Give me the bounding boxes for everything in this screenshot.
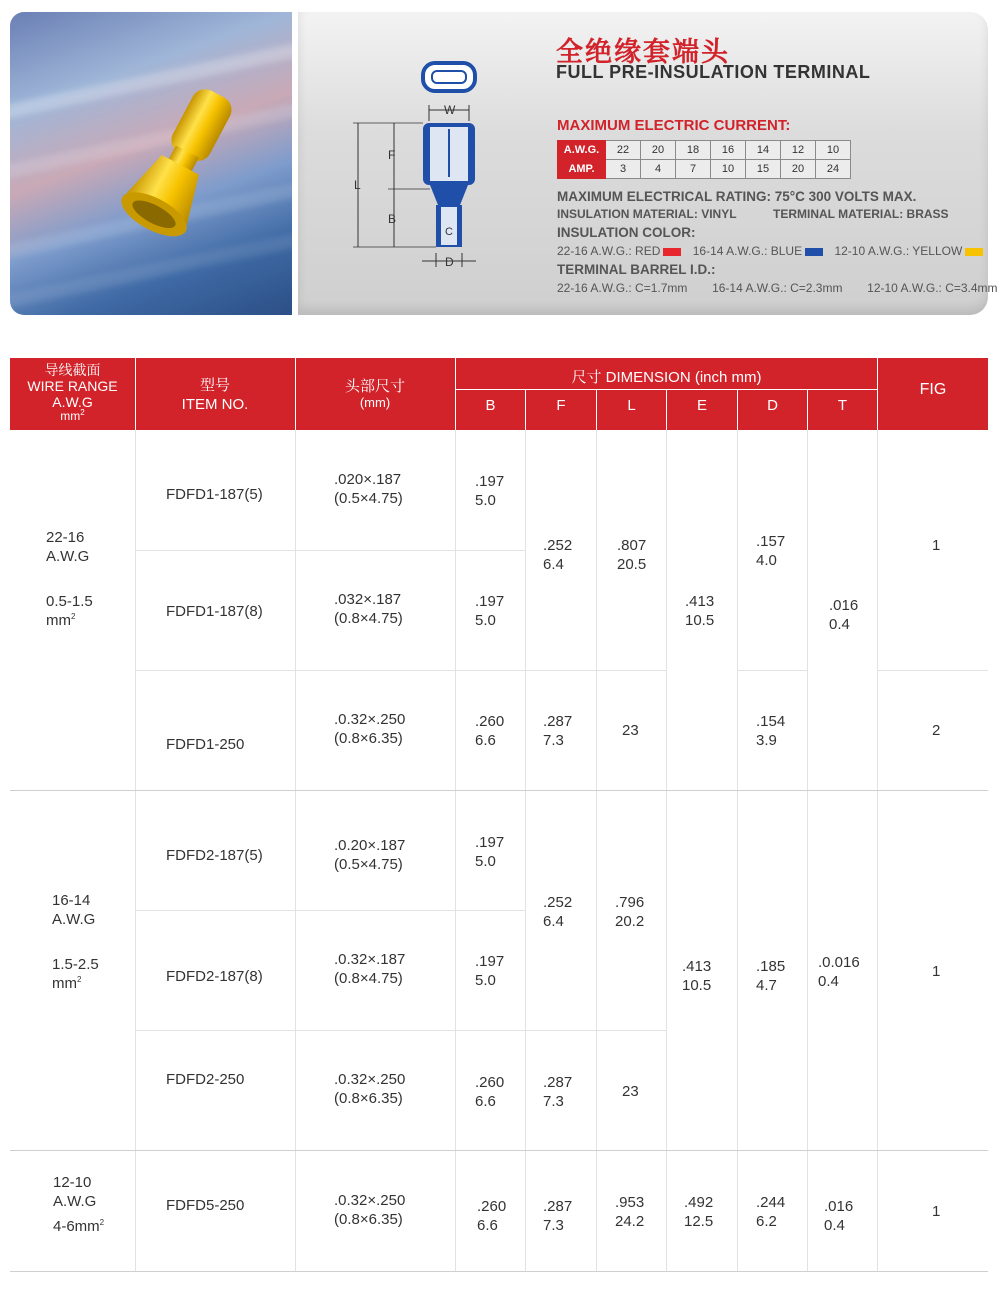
color-red-label: 22-16 A.W.G.: RED <box>557 244 661 258</box>
awg-row <box>558 141 851 160</box>
fig-cell: 2 <box>932 722 941 739</box>
dim-d-cell <box>756 712 785 750</box>
dim-b-mm: 5.0 <box>475 612 496 629</box>
wire-awg-unit: A.W.G <box>53 1193 97 1210</box>
dim-t-mm: 0.4 <box>824 1217 845 1234</box>
dim-e-cell <box>682 957 711 995</box>
head-size-mm: (0.8×4.75) <box>334 610 403 627</box>
head-size-mm: (0.5×4.75) <box>334 856 403 873</box>
dim-d-cell <box>756 532 785 570</box>
dim-f-inch: .252 <box>543 894 573 911</box>
barrel-1: 22-16 A.W.G.: C=1.7mm <box>557 281 688 295</box>
dim-d-cell <box>756 1193 785 1231</box>
dim-f-cell <box>543 1197 572 1235</box>
wire-range-cell <box>53 1173 104 1236</box>
dim-b-mm: 6.6 <box>475 1093 496 1110</box>
amp-value: 7 <box>676 160 711 179</box>
dim-e-mm: 10.5 <box>685 612 715 629</box>
max-current-title: MAXIMUM ELECTRIC CURRENT: <box>557 117 791 134</box>
dim-f-mm: 6.4 <box>543 913 564 930</box>
dim-e-cell <box>685 592 714 630</box>
item-no-header-cn: 型号 <box>199 377 230 394</box>
dim-t-cell <box>829 596 858 634</box>
table-row-item: FDFD5-250 <box>166 1197 245 1214</box>
barrel-2: 16-14 A.W.G.: C=2.3mm <box>712 281 843 295</box>
dim-l-cell: 23 <box>622 1083 639 1100</box>
awg-value: 14 <box>746 141 781 160</box>
dim-e-inch: .413 <box>685 593 715 610</box>
wire-awg-range: 16-14 <box>52 892 91 909</box>
table-row-item: FDFD2-187(8) <box>166 968 263 985</box>
dim-f-cell <box>543 536 572 574</box>
amp-value: 15 <box>746 160 781 179</box>
dim-f-cell <box>543 1073 572 1111</box>
yellow-terminal-illustration <box>10 12 292 315</box>
diagram-label-d: D <box>445 255 454 269</box>
dim-f-mm: 7.3 <box>543 732 564 749</box>
head-size-header <box>295 379 455 411</box>
dim-b-cell <box>475 592 504 630</box>
head-size-cell <box>334 836 405 874</box>
wire-range-cell <box>52 891 99 993</box>
dim-d-mm: 3.9 <box>756 732 777 749</box>
dim-l-mm: 24.2 <box>615 1213 645 1230</box>
dim-b-mm: 5.0 <box>475 492 496 509</box>
wire-awg-unit: A.W.G <box>52 911 96 928</box>
dim-l-inch: .807 <box>617 537 647 554</box>
dim-b-mm: 6.6 <box>477 1217 498 1234</box>
wire-range-cell <box>46 528 93 630</box>
dim-b-cell <box>475 952 504 990</box>
dim-d-inch: .185 <box>756 958 786 975</box>
dim-header-d: D <box>767 397 778 414</box>
table-row-item: FDFD2-187(5) <box>166 847 263 864</box>
wire-mm-range: 1.5-2.5 <box>52 956 99 973</box>
wire-mm-range: 0.5-1.5 <box>46 593 93 610</box>
table-row-item: FDFD2-250 <box>166 1071 245 1088</box>
wire-awg-range: 22-16 <box>46 529 85 546</box>
dim-e-inch: .413 <box>682 958 712 975</box>
head-size-mm: (0.8×6.35) <box>334 1211 403 1228</box>
amp-value: 10 <box>711 160 746 179</box>
dim-b-inch: .260 <box>477 1198 507 1215</box>
dim-l-cell <box>617 536 646 574</box>
dim-e-mm: 10.5 <box>682 977 712 994</box>
dim-header-l: L <box>627 397 636 414</box>
current-table <box>557 140 851 179</box>
dim-b-inch: .197 <box>475 593 505 610</box>
dim-b-mm: 5.0 <box>475 853 496 870</box>
table-row-item: FDFD1-187(8) <box>166 603 263 620</box>
dim-d-mm: 6.2 <box>756 1213 777 1230</box>
head-size-inch: .0.32×.250 <box>334 1071 406 1088</box>
awg-label: A.W.G. <box>558 141 606 160</box>
head-size-mm: (0.8×6.35) <box>334 1090 403 1107</box>
color-yellow-label: 12-10 A.W.G.: YELLOW <box>834 244 963 258</box>
dim-d-mm: 4.7 <box>756 977 777 994</box>
item-no-header-en: ITEM NO. <box>181 396 249 413</box>
head-size-cell <box>334 1070 405 1108</box>
head-size-cell <box>334 950 405 988</box>
head-size-inch: .0.20×.187 <box>334 837 406 854</box>
head-size-cell <box>334 710 405 748</box>
dim-f-inch: .287 <box>543 1074 573 1091</box>
dim-e-mm: 12.5 <box>684 1213 714 1230</box>
dim-t-cell <box>824 1197 853 1235</box>
wire-mm-unit: $mm^2$ <box>46 612 76 629</box>
yellow-swatch <box>965 248 983 256</box>
dim-b-mm: 6.6 <box>475 732 496 749</box>
dim-b-cell <box>475 1073 504 1111</box>
dim-b-cell <box>475 712 504 750</box>
diagram-label-f: F <box>388 148 396 162</box>
diagram-label-l: L <box>354 178 361 192</box>
wire-range-header-cn: 导线截面 <box>44 362 101 378</box>
dim-t-mm: 0.4 <box>818 973 839 990</box>
dim-header-e: E <box>696 397 707 414</box>
wire-range-header-en: WIRE RANGE <box>27 378 118 394</box>
dim-header-b: B <box>485 397 496 414</box>
dim-l-inch: .953 <box>615 1194 645 1211</box>
dim-f-mm: 6.4 <box>543 556 564 573</box>
dim-b-inch: .260 <box>475 713 505 730</box>
dim-b-inch: .260 <box>475 1074 505 1091</box>
wire-range-header-awg: A.W.G <box>52 394 93 410</box>
terminal-material: TERMINAL MATERIAL: BRASS <box>773 207 949 221</box>
dim-t-mm: 0.4 <box>829 616 850 633</box>
dim-f-cell <box>543 893 572 931</box>
terminal-dimension-diagram <box>350 55 490 285</box>
dim-e-inch: .492 <box>684 1194 714 1211</box>
dim-b-inch: .197 <box>475 953 505 970</box>
fig-header: FIG <box>919 381 947 398</box>
awg-value: 22 <box>606 141 641 160</box>
head-size-inch: .032×.187 <box>334 591 402 608</box>
fig-cell: 1 <box>932 963 941 980</box>
head-size-inch: .020×.187 <box>334 471 402 488</box>
diagram-label-w: W <box>444 103 456 117</box>
red-swatch <box>663 248 681 256</box>
dim-l-cell <box>615 893 644 931</box>
dim-l-mm: 20.2 <box>615 913 645 930</box>
dim-d-cell <box>756 957 785 995</box>
dim-d-mm: 4.0 <box>756 552 777 569</box>
amp-value: 4 <box>641 160 676 179</box>
dim-f-mm: 7.3 <box>543 1217 564 1234</box>
dim-f-cell <box>543 712 572 750</box>
dimension-header: 尺寸 DIMENSION (inch mm) <box>571 369 762 386</box>
dim-l-inch: .796 <box>615 894 645 911</box>
amp-row <box>558 160 851 179</box>
dim-f-inch: .287 <box>543 1198 573 1215</box>
dim-t-inch: .0.016 <box>818 954 860 971</box>
dim-b-cell <box>477 1197 506 1235</box>
amp-label: AMP. <box>558 160 606 179</box>
head-size-mm: (0.8×4.75) <box>334 970 403 987</box>
insulation-material: INSULATION MATERIAL: VINYL <box>557 207 737 221</box>
amp-value: 20 <box>781 160 816 179</box>
wire-range-header <box>10 362 135 422</box>
dim-b-cell <box>475 833 504 871</box>
product-photo <box>10 12 292 315</box>
dim-f-mm: 7.3 <box>543 1093 564 1110</box>
awg-value: 20 <box>641 141 676 160</box>
dim-l-cell: 23 <box>622 722 639 739</box>
fig-cell: 1 <box>932 537 941 554</box>
head-size-inch: .0.32×.250 <box>334 711 406 728</box>
dim-b-inch: .197 <box>475 834 505 851</box>
amp-value: 24 <box>816 160 851 179</box>
head-size-inch: .0.32×.250 <box>334 1192 406 1209</box>
dim-f-inch: .252 <box>543 537 573 554</box>
dim-d-inch: .154 <box>756 713 786 730</box>
insulation-color-line <box>557 244 991 258</box>
barrel-line <box>557 281 998 295</box>
barrel-title: TERMINAL BARREL I.D.: <box>557 262 716 277</box>
head-size-cell <box>334 470 403 508</box>
dim-d-inch: .157 <box>756 533 786 550</box>
dim-l-mm: 20.5 <box>617 556 647 573</box>
dim-header-t: T <box>837 397 848 414</box>
dim-d-inch: .244 <box>756 1194 786 1211</box>
head-size-cell <box>334 1191 405 1229</box>
head-size-header-cn: 头部尺寸 <box>344 378 405 395</box>
material-line <box>557 207 949 221</box>
wire-range-header-mm: $mm^2$ <box>60 408 85 423</box>
dim-t-inch: .016 <box>829 597 859 614</box>
head-size-mm: (0.8×6.35) <box>334 730 403 747</box>
blue-swatch <box>805 248 823 256</box>
awg-value: 12 <box>781 141 816 160</box>
table-row-item: FDFD1-250 <box>166 736 245 753</box>
dim-b-cell <box>475 472 504 510</box>
wire-mm-unit: $mm^2$ <box>52 975 82 992</box>
awg-value: 16 <box>711 141 746 160</box>
awg-value: 18 <box>676 141 711 160</box>
dim-b-inch: .197 <box>475 473 505 490</box>
fig-cell: 1 <box>932 1203 941 1220</box>
color-blue-label: 16-14 A.W.G.: BLUE <box>692 244 803 258</box>
head-size-inch: .0.32×.187 <box>334 951 406 968</box>
wire-mm-range: $4-6mm^2$ <box>53 1218 105 1235</box>
wire-awg-range: 12-10 <box>53 1174 92 1191</box>
dim-t-inch: .016 <box>824 1198 854 1215</box>
title-english: FULL PRE-INSULATION TERMINAL <box>556 62 871 82</box>
diagram-label-b: B <box>388 212 397 226</box>
head-size-mm: (0.5×4.75) <box>334 490 403 507</box>
dim-t-cell <box>818 953 860 991</box>
head-size-cell <box>334 590 403 628</box>
barrel-3: 12-10 A.W.G.: C=3.4mm <box>867 281 998 295</box>
dim-l-cell <box>615 1193 644 1231</box>
awg-value: 10 <box>816 141 851 160</box>
dim-header-f: F <box>556 397 566 414</box>
diagram-label-c: C <box>445 226 453 238</box>
title-chinese: 全绝缘套端头 <box>556 37 730 67</box>
electrical-rating: MAXIMUM ELECTRICAL RATING: 75°C 300 VOLTS MAX. <box>557 189 917 204</box>
wire-awg-unit: A.W.G <box>46 548 90 565</box>
item-no-header <box>135 376 295 414</box>
table-row-item: FDFD1-187(5) <box>166 486 263 503</box>
insulation-color-title: INSULATION COLOR: <box>557 225 696 240</box>
dim-e-cell <box>684 1193 713 1231</box>
dim-f-inch: .287 <box>543 713 573 730</box>
head-size-header-mm: (mm) <box>359 395 391 410</box>
dim-b-mm: 5.0 <box>475 972 496 989</box>
amp-value: 3 <box>606 160 641 179</box>
